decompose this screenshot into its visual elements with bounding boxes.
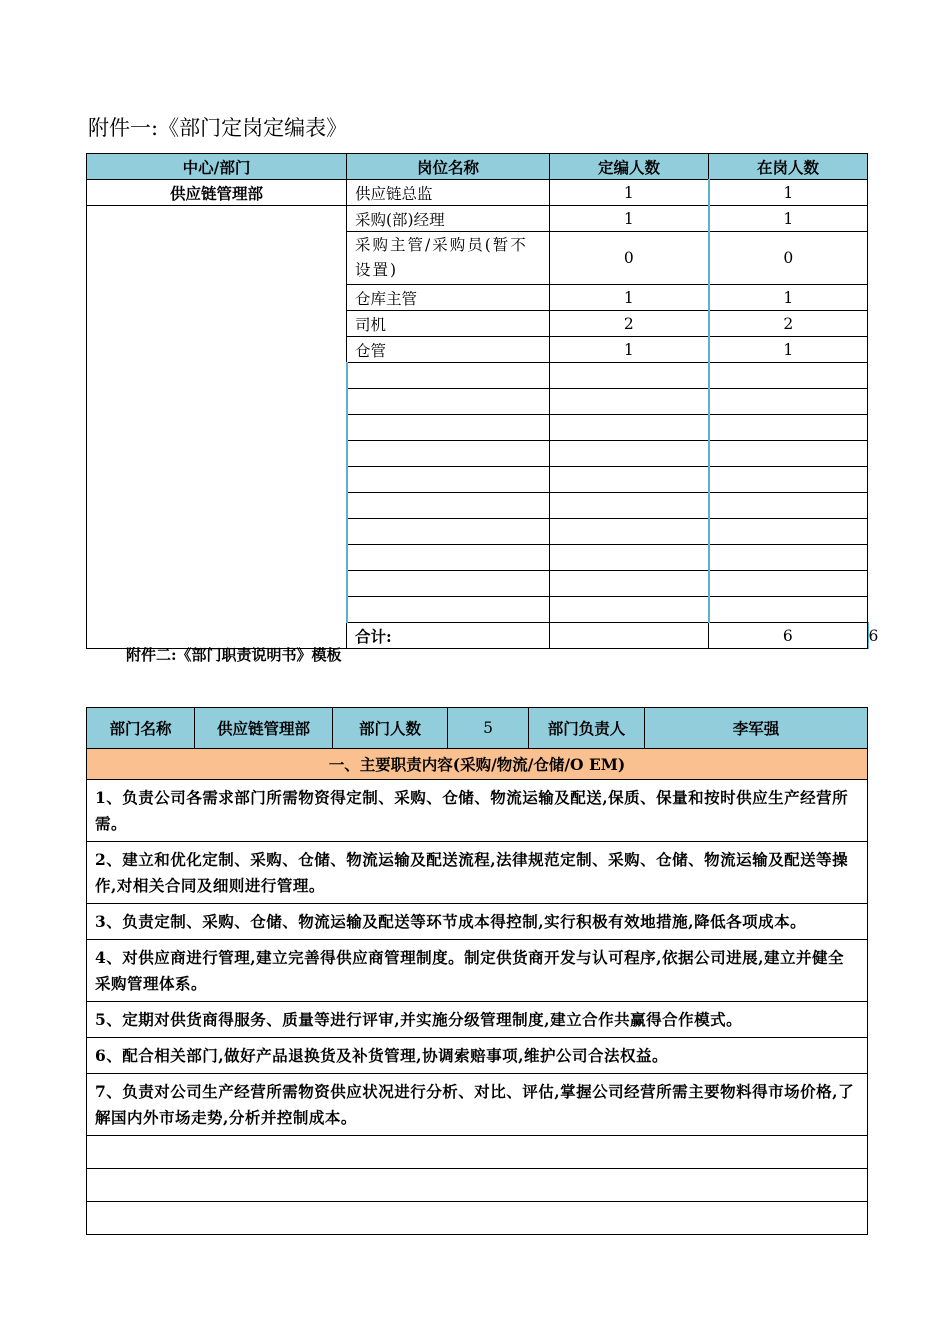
onboard-count: 1 — [709, 206, 868, 232]
position-name-text: 采购主管/采购员(暂不设置) — [355, 236, 528, 279]
position-name: 供应链总监 — [347, 180, 550, 206]
empty-cell — [709, 545, 868, 571]
section-title: 一、主要职责内容(采购/物流/仓储/O EM) — [87, 749, 868, 780]
empty-cell — [550, 597, 709, 623]
col-header-quota: 定编人数 — [550, 154, 709, 180]
headcount-label: 部门人数 — [333, 708, 448, 749]
empty-cell — [709, 363, 868, 389]
section-heading-row — [87, 749, 868, 780]
duty-text: 2、建立和优化定制、采购、仓储、物流运输及配送流程,法律规范定制、采购、仓储、物流运输及配送等操作,对相关合同及细则进行管理。 — [87, 842, 868, 904]
empty-cell — [347, 441, 550, 467]
empty-cell — [550, 519, 709, 545]
quota-count: 0 — [550, 232, 709, 285]
empty-row — [87, 1202, 868, 1235]
position-name: 采购(部)经理 — [347, 206, 550, 232]
quota-count: 1 — [550, 206, 709, 232]
quota-count: 1 — [550, 180, 709, 206]
quota-count: 1 — [550, 337, 709, 363]
duty-text: 4、对供应商进行管理,建立完善得供应商管理制度。制定供货商开发与认可程序,依据公司进展,建立并健全采购管理体系。 — [87, 940, 868, 1002]
attachment2-title: 附件二:《部门职责说明书》模板 — [126, 646, 342, 664]
department-empty-cell — [87, 206, 347, 649]
empty-cell — [550, 441, 709, 467]
empty-cell — [550, 363, 709, 389]
col-header-position: 岗位名称 — [347, 154, 550, 180]
manager-value: 李军强 — [645, 708, 868, 749]
empty-cell — [347, 597, 550, 623]
onboard-count: 1 — [709, 180, 868, 206]
empty-cell — [709, 571, 868, 597]
empty-cell — [709, 519, 868, 545]
empty-cell — [550, 389, 709, 415]
duty-text: 3、负责定制、采购、仓储、物流运输及配送等环节成本得控制,实行积极有效地措施,降低各项成本。 — [87, 904, 868, 940]
col-header-department: 中心/部门 — [87, 154, 347, 180]
empty-cell — [550, 467, 709, 493]
empty-cell — [709, 597, 868, 623]
dept-name-label: 部门名称 — [87, 708, 195, 749]
position-name: 仓库主管 — [347, 285, 550, 311]
staffing-table — [86, 153, 879, 649]
duty-row — [87, 940, 868, 1002]
empty-cell — [87, 1136, 868, 1169]
headcount-value: 5 — [448, 708, 529, 749]
onboard-count: 1 — [709, 337, 868, 363]
duty-table-header — [87, 708, 868, 749]
duty-row — [87, 1074, 868, 1136]
dept-name-value: 供应链管理部 — [195, 708, 333, 749]
duty-row — [87, 842, 868, 904]
onboard-count: 0 — [709, 232, 868, 285]
quota-count: 1 — [550, 285, 709, 311]
total-quota: 6 — [709, 623, 868, 649]
empty-cell — [709, 493, 868, 519]
duty-text: 6、配合相关部门,做好产品退换货及补货管理,协调索赔事项,维护公司合法权益。 — [87, 1038, 868, 1074]
duty-text: 1、负责公司各需求部门所需物资得定制、采购、仓储、物流运输及配送,保质、保量和按时供应生产经营所需。 — [87, 780, 868, 842]
total-row: 合计: 6 6 — [87, 623, 868, 649]
empty-cell — [347, 545, 550, 571]
duty-table — [86, 707, 868, 1235]
position-name: 仓管 — [347, 337, 550, 363]
empty-cell — [347, 467, 550, 493]
table-row — [87, 206, 868, 232]
empty-cell — [709, 441, 868, 467]
position-name: 司机 — [347, 311, 550, 337]
duty-row — [87, 1038, 868, 1074]
empty-cell — [709, 389, 868, 415]
empty-cell — [347, 571, 550, 597]
empty-cell — [709, 467, 868, 493]
empty-row — [87, 1136, 868, 1169]
empty-cell — [550, 571, 709, 597]
table-row — [87, 180, 868, 206]
duty-row — [87, 1002, 868, 1038]
empty-cell — [87, 1169, 868, 1202]
duty-text: 5、定期对供货商得服务、质量等进行评审,并实施分级管理制度,建立合作共赢得合作模式。 — [87, 1002, 868, 1038]
duty-text: 7、负责对公司生产经营所需物资供应状况进行分析、对比、评估,掌握公司经营所需主要物料得市场价格,了解国内外市场走势,分析并控制成本。 — [87, 1074, 868, 1136]
onboard-count: 2 — [709, 311, 868, 337]
empty-cell — [347, 493, 550, 519]
quota-count: 2 — [550, 311, 709, 337]
empty-cell — [550, 415, 709, 441]
empty-cell — [87, 1202, 868, 1235]
empty-cell — [347, 389, 550, 415]
staffing-table-header — [87, 154, 868, 180]
duty-row — [87, 904, 868, 940]
empty-cell — [550, 545, 709, 571]
empty-cell — [347, 519, 550, 545]
attachment1-title: 附件一:《部门定岗定编表》 — [88, 116, 348, 140]
empty-cell — [709, 415, 868, 441]
department-name: 供应链管理部 — [87, 180, 347, 206]
col-header-onboard: 在岗人数 — [709, 154, 868, 180]
total-label: 合计: — [347, 623, 550, 649]
empty-cell — [347, 363, 550, 389]
onboard-count: 1 — [709, 285, 868, 311]
empty-cell — [550, 493, 709, 519]
empty-cell — [550, 623, 709, 649]
empty-row — [87, 1169, 868, 1202]
manager-label: 部门负责人 — [529, 708, 645, 749]
duty-row — [87, 780, 868, 842]
empty-cell — [347, 415, 550, 441]
position-name — [347, 232, 550, 285]
